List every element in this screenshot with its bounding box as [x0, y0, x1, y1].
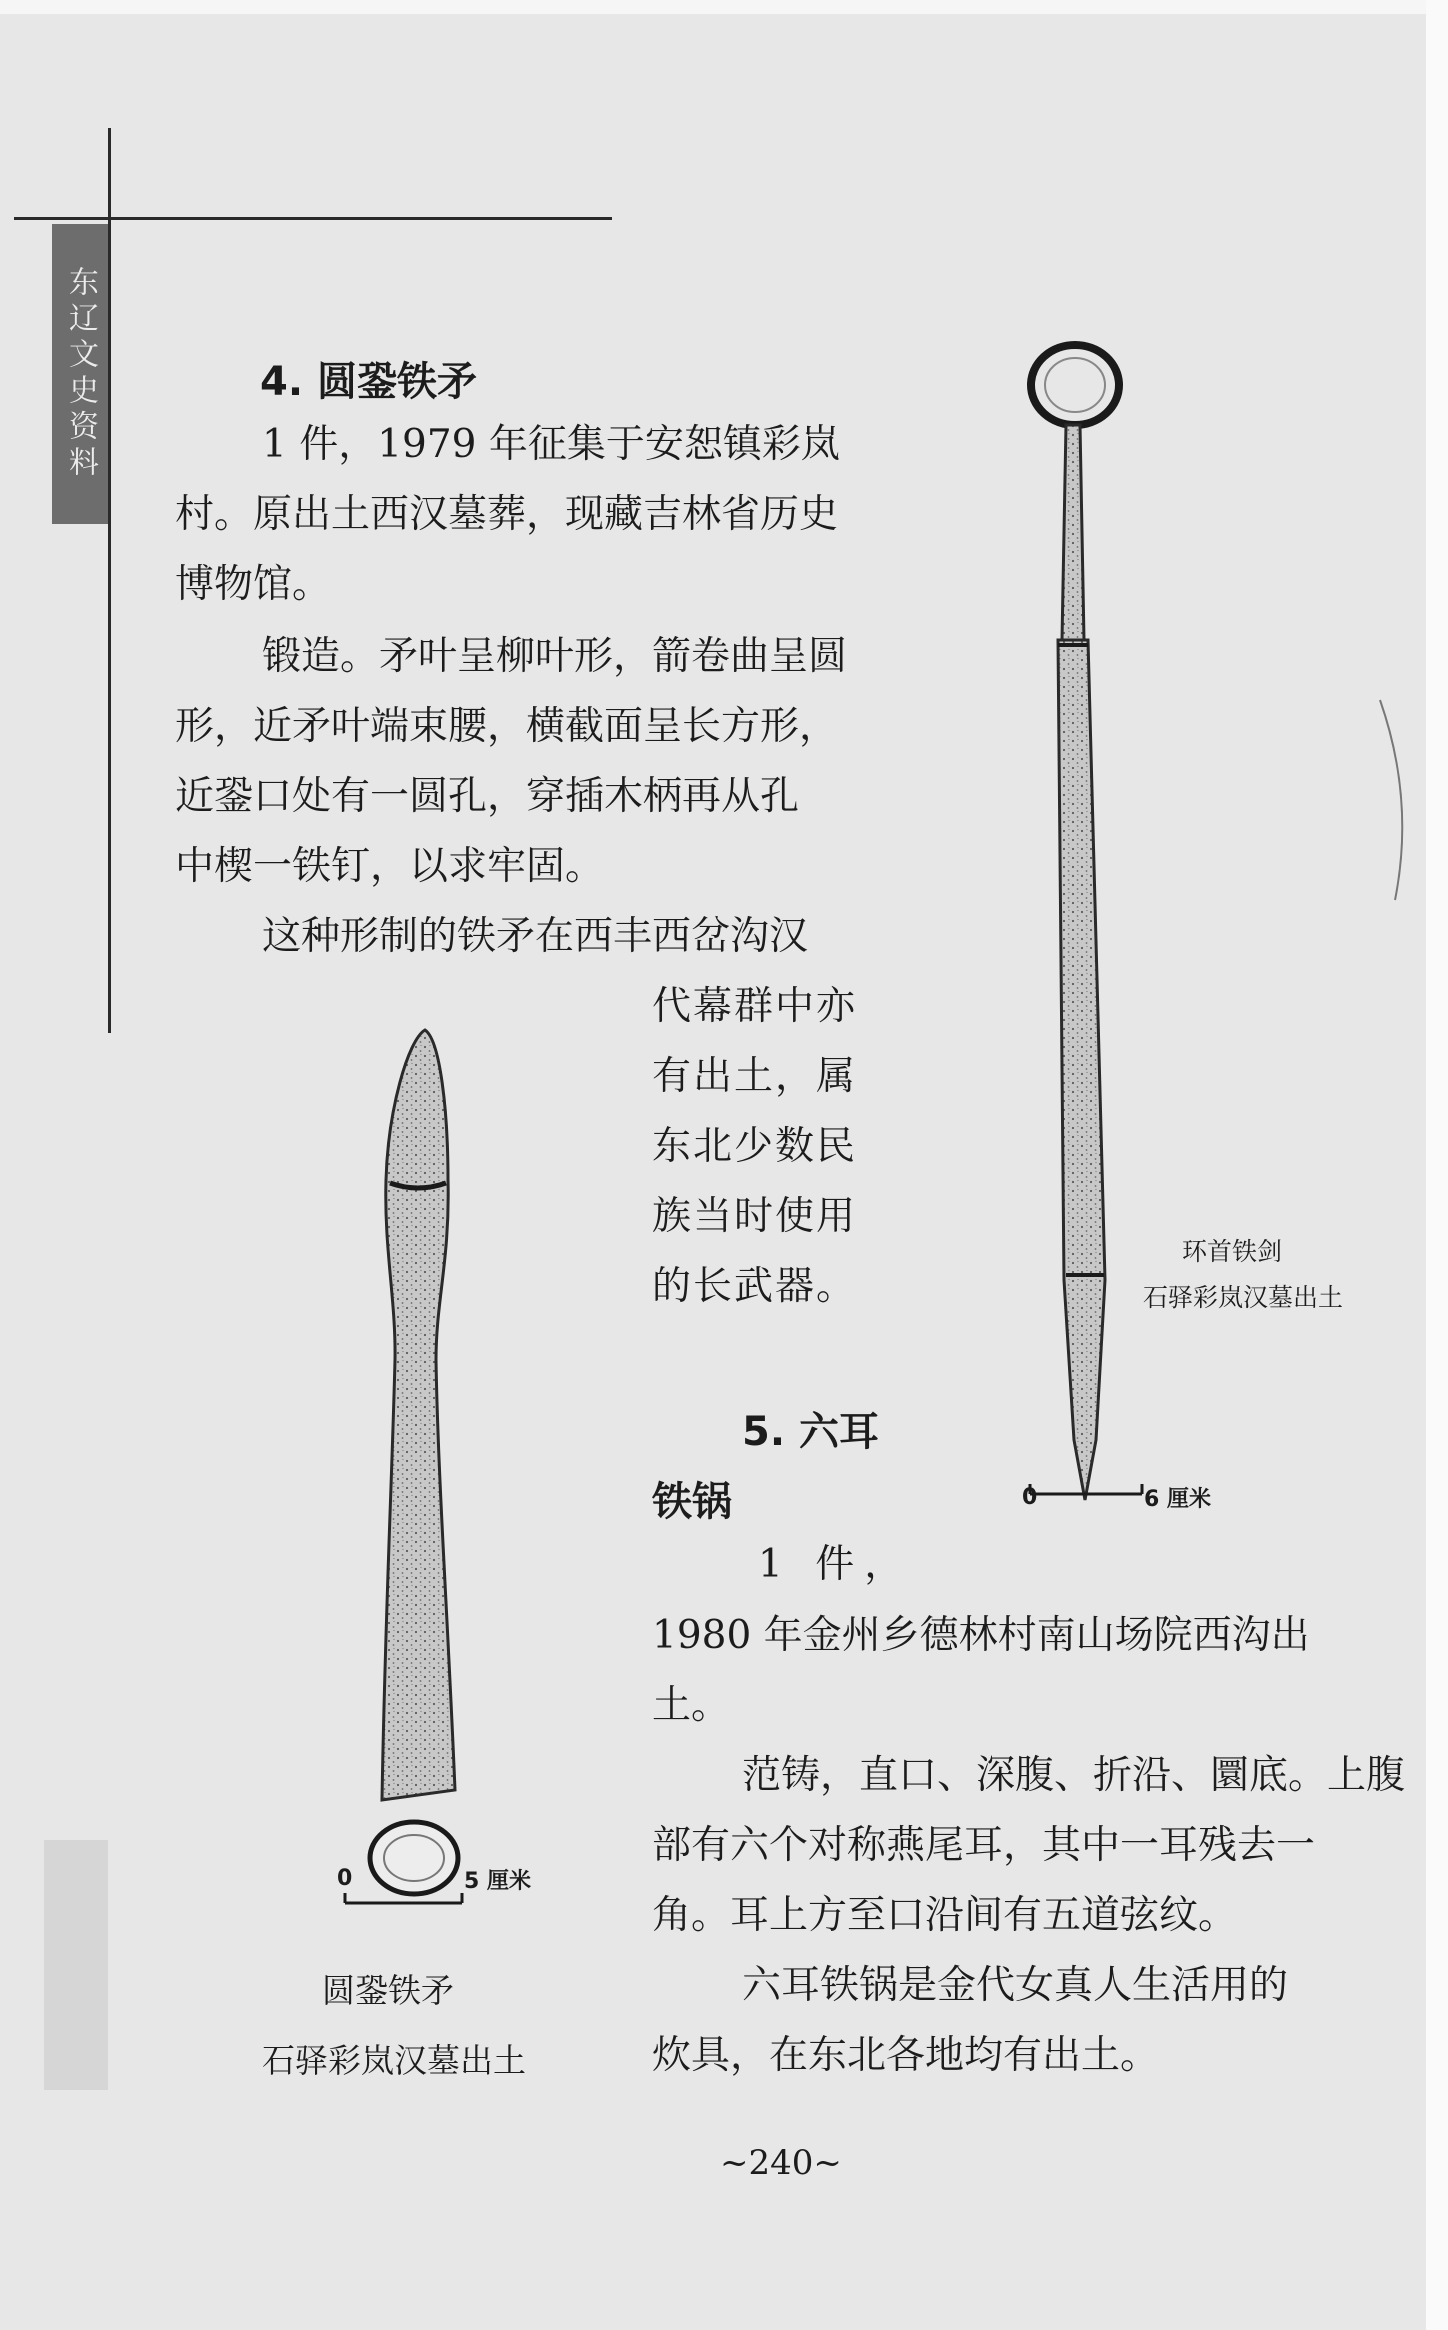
- section-5-heading-line-2: 铁锅: [652, 1479, 732, 1525]
- section-5-heading-line-1: 5. 六耳: [742, 1409, 879, 1455]
- sword-scale-label: 6 厘米: [1144, 1487, 1211, 1512]
- spear-scale-label: 5 厘米: [464, 1869, 531, 1894]
- sword-drawing: [1031, 345, 1402, 1500]
- section-4-narrow-line-1: 代幕群中亦: [652, 984, 858, 1029]
- section-4-line-6: 近銎口处有一圆孔，穿插木柄再从孔: [175, 774, 800, 819]
- spear-drawing: [370, 1030, 458, 1894]
- section-4-line-7: 中楔一铁钉，以求牢固。: [175, 844, 605, 889]
- section-4-line-4: 锻造。矛叶呈柳叶形，箭卷曲呈圆: [262, 634, 848, 679]
- section-5-line-7: 六耳铁锅是金代女真人生活用的: [742, 1963, 1289, 2008]
- spear-scale-zero: 0: [337, 1866, 353, 1891]
- section-5-line-1: 1 件，: [758, 1542, 914, 1587]
- section-5-line-3: 土。: [652, 1683, 731, 1728]
- section-5-line-5: 部有六个对称燕尾耳，其中一耳残去一: [652, 1823, 1316, 1868]
- spear-caption-source: 石驿彩岚汉墓出土: [262, 2041, 526, 2080]
- spear-caption-name: 圆銎铁矛: [322, 1971, 454, 2010]
- section-5-line-2: 1980 年金州乡德林村南山场院西沟出: [652, 1613, 1310, 1658]
- section-4-line-3: 博物馆。: [175, 562, 332, 607]
- page-number: ~240~: [720, 2143, 842, 2183]
- section-5-line-6: 角。耳上方至口沿间有五道弦纹。: [652, 1893, 1238, 1938]
- section-4-narrow-line-4: 族当时使用: [652, 1194, 858, 1239]
- section-4-narrow-line-2: 有出土，属: [652, 1054, 858, 1099]
- section-4-narrow-line-5: 的长武器。: [652, 1264, 858, 1309]
- section-4-line-1: 1 件，1979 年征集于安恕镇彩岚: [262, 422, 840, 467]
- section-5-line-4: 范铸，直口、深腹、折沿、圜底。上腹: [742, 1753, 1406, 1798]
- section-5-line-8: 炊具，在东北各地均有出土。: [652, 2033, 1160, 2078]
- sword-caption-name: 环首铁剑: [1182, 1237, 1283, 1266]
- sword-caption-source: 石驿彩岚汉墓出土: [1143, 1283, 1344, 1312]
- section-4-narrow-line-3: 东北少数民: [652, 1124, 858, 1169]
- sword-scale-zero: 0: [1022, 1485, 1038, 1510]
- section-4-heading: 4. 圆銎铁矛: [260, 359, 477, 405]
- series-title-tab: 东辽文史资料: [52, 224, 108, 524]
- section-4-line-2: 村。原出土西汉墓葬，现藏吉林省历史: [175, 492, 839, 537]
- section-4-line-5: 形，近矛叶端束腰，横截面呈长方形，: [175, 704, 839, 749]
- section-4-line-8: 这种形制的铁矛在西丰西岔沟汉: [262, 914, 809, 959]
